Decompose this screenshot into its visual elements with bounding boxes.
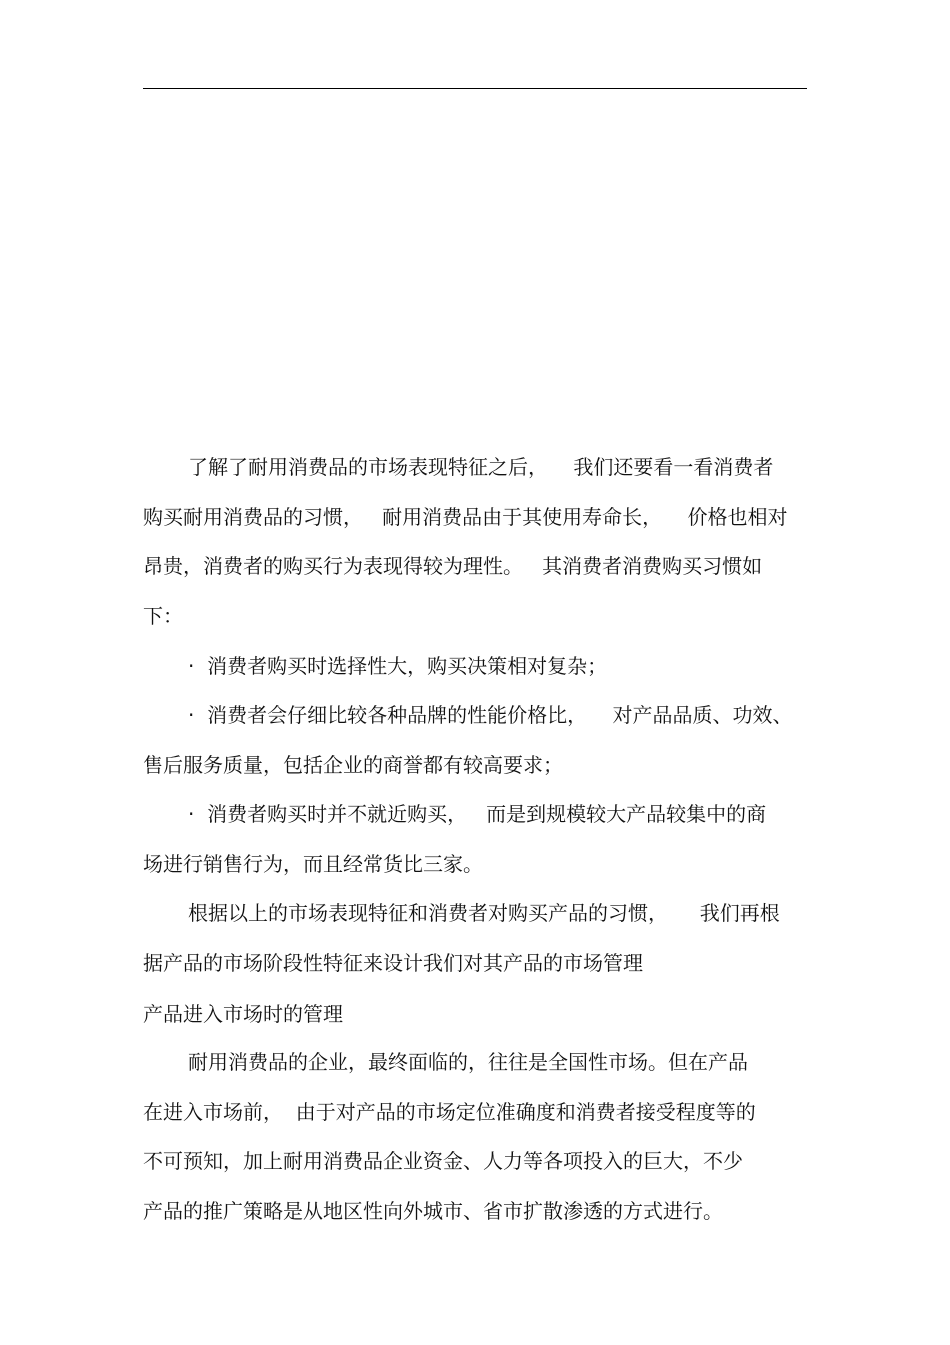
paragraph-line: 据产品的市场阶段性特征来设计我们对其产品的市场管理 xyxy=(143,951,643,975)
paragraph-line: 产品的推广策略是从地区性向外城市、省市扩散渗透的方式进行。 xyxy=(143,1199,723,1223)
paragraph-line: 在进入市场前， 由于对产品的市场定位准确度和消费者接受程度等的 xyxy=(143,1100,756,1124)
bullet-line: · 消费者会仔细比较各种品牌的性能价格比， 对产品品质、功效、 xyxy=(188,703,793,727)
bullet-line: · 消费者购买时并不就近购买， 而是到规模较大产品较集中的商 xyxy=(188,802,767,826)
paragraph-line: 昂贵，消费者的购买行为表现得较为理性。 其消费者消费购买习惯如 xyxy=(143,554,763,578)
header-rule xyxy=(143,88,807,89)
paragraph-line: 根据以上的市场表现特征和消费者对购买产品的习惯， 我们再根 xyxy=(188,901,780,925)
bullet-line: · 消费者购买时选择性大，购买决策相对复杂； xyxy=(188,654,608,678)
paragraph-line: 耐用消费品的企业，最终面临的，往往是全国性市场。但在产品 xyxy=(188,1050,748,1074)
paragraph-line: 售后服务质量，包括企业的商誉都有较高要求； xyxy=(143,753,563,777)
paragraph-line: 下： xyxy=(143,604,183,628)
paragraph-line: 不可预知，加上耐用消费品企业资金、人力等各项投入的巨大，不少 xyxy=(143,1149,743,1173)
section-heading: 产品进入市场时的管理 xyxy=(143,1002,343,1026)
paragraph-line: 场进行销售行为，而且经常货比三家。 xyxy=(143,852,483,876)
paragraph-line: 了解了耐用消费品的市场表现特征之后， 我们还要看一看消费者 xyxy=(188,455,774,479)
paragraph-line: 购买耐用消费品的习惯， 耐用消费品由于其使用寿命长， 价格也相对 xyxy=(143,505,788,529)
